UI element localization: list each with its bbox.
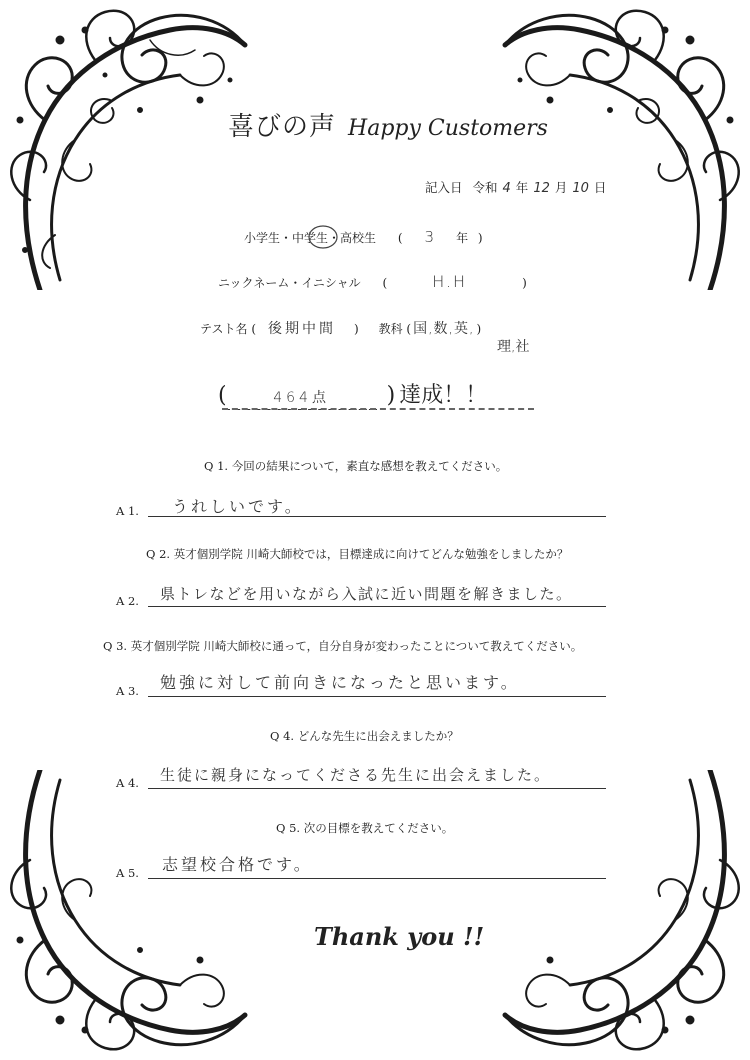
date-month-unit: 月 — [554, 180, 568, 195]
grade-unit: 年 — [456, 231, 469, 245]
answer-3-line — [148, 696, 606, 697]
grade-field — [244, 228, 483, 246]
test-close: ) — [354, 322, 359, 336]
date-year-unit: 年 — [515, 180, 529, 195]
nickname-field — [218, 272, 527, 291]
test-field — [200, 318, 481, 338]
question-1: Q 1. 今回の結果について，素直な感想を教えてください。 — [204, 459, 508, 473]
test-value: 後期中間 — [268, 321, 337, 337]
achievement-close: ) — [386, 383, 396, 408]
achievement-suffix: 達成！！ — [399, 383, 488, 408]
achievement-open: ( — [218, 383, 227, 408]
question-4: Q 4. どんな先生に出会えましたか？ — [270, 729, 459, 743]
grade-open: ( — [397, 231, 403, 245]
nickname-open: ( — [382, 276, 388, 290]
answer-4-line — [148, 788, 606, 789]
answer-2-line — [148, 606, 606, 607]
achievement-underline — [222, 408, 534, 410]
question-5: Q 5. 次の目標を教えてください。 — [276, 821, 454, 835]
subject-close: ) — [476, 322, 482, 336]
achievement-score: 464点 — [227, 387, 377, 410]
entry-date — [425, 178, 606, 196]
question-3: Q 3. 英才個別学院 川崎大師校に通って，自分自身が変わったことについて教えてください。 — [103, 639, 583, 653]
ornament-bottom-left — [0, 770, 250, 1060]
answer-2: 県トレなどを用いながら入試に近い問題を解きました。 — [160, 585, 573, 603]
ornament-bottom-right — [500, 770, 750, 1060]
grade-options: 小学生・中学生・高校生 — [244, 231, 377, 245]
date-year: 4 — [502, 181, 511, 196]
closing-thanks: Thank you !! — [314, 922, 485, 951]
nickname-value: H.H — [432, 272, 468, 291]
answer-2-label: A 2. — [116, 594, 139, 608]
answer-4: 生徒に親身になってくださる先生に出会えました。 — [160, 766, 552, 784]
grade-value: 3 — [424, 228, 435, 246]
date-month: 12 — [533, 181, 550, 196]
answer-1: うれしいです。 — [172, 497, 304, 516]
achievement — [218, 378, 487, 410]
answer-1-label: A 1. — [116, 504, 139, 518]
grade-close: ) — [477, 231, 483, 245]
subject-open: ( — [406, 322, 412, 336]
date-era: 令和 — [472, 180, 498, 195]
answer-5-line — [148, 878, 606, 879]
nickname-close: ) — [522, 276, 527, 290]
test-label: テスト名 — [200, 322, 248, 336]
date-day-unit: 日 — [593, 180, 607, 195]
answer-5-label: A 5. — [116, 866, 139, 880]
subject-label: 教科 — [378, 322, 403, 336]
title-ja: 喜びの声 — [228, 112, 337, 142]
subjects-line2: 理,社 — [497, 339, 530, 355]
ornament-top-right — [500, 0, 750, 290]
answer-5: 志望校合格です。 — [162, 855, 313, 874]
question-2: Q 2. 英才個別学院 川崎大師校では，目標達成に向けてどんな勉強をしましたか？ — [146, 547, 569, 561]
page-title — [228, 106, 548, 143]
nickname-label: ニックネーム・イニシャル — [218, 276, 361, 290]
date-label: 記入日 — [425, 180, 463, 195]
answer-4-label: A 4. — [116, 776, 139, 790]
answer-3: 勉強に対して前向きになったと思います。 — [160, 673, 520, 692]
test-open: ( — [251, 322, 257, 336]
subjects-line1: 国,数,英, — [413, 321, 475, 337]
grade-circle-mark — [306, 222, 340, 252]
date-day: 10 — [572, 181, 589, 196]
answer-1-line — [148, 516, 606, 517]
answer-3-label: A 3. — [116, 684, 139, 698]
title-en: Happy Customers — [348, 116, 548, 141]
ornament-top-left — [0, 0, 250, 290]
